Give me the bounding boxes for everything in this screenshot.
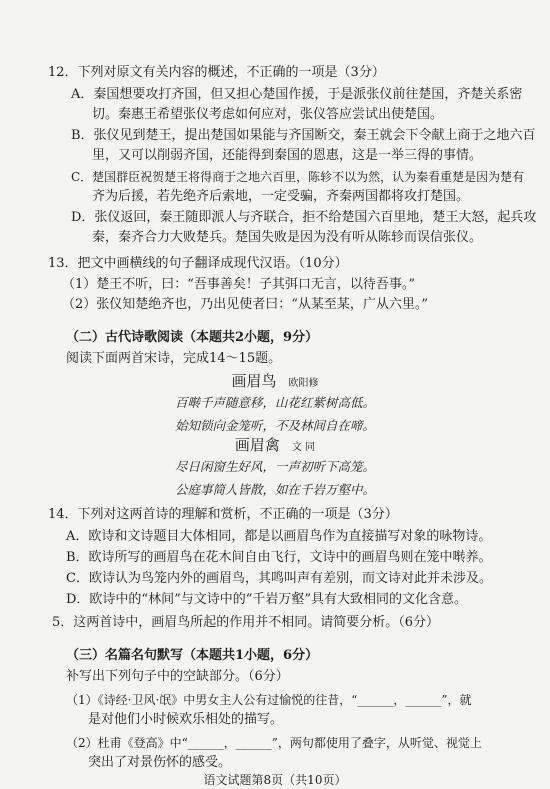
q12-option-c-line1: C．楚国群臣祝贺楚王将得商于之地六百里，陈轸不以为然，认为秦看重楚是因为楚有 bbox=[71, 170, 525, 184]
q14-option-b: B．欧诗所写的画眉鸟在花木间自由飞行，文诗中的画眉鸟则在笼中啭养。 bbox=[66, 550, 492, 565]
poem-2-line-2: 公庭事简人皆散，如在千岩万壑中。 bbox=[174, 482, 375, 497]
poem-2-title-row bbox=[0, 437, 550, 456]
section-3-intro: 补写出下列句子中的空缺部分。（6分） bbox=[66, 669, 289, 684]
q13-sentence-1: （1）楚王不听，曰：“吾事善矣！子其弭口无言，以待吾事。” bbox=[62, 277, 416, 292]
section-2-heading: （二）古代诗歌阅读（本题共2小题，9分） bbox=[66, 330, 319, 345]
poem-2-title: 画眉禽 bbox=[234, 436, 280, 454]
dictation-item-1-line2: 是对他们小时候欢乐相处的描写。 bbox=[88, 712, 284, 727]
section-2-intro: 阅读下面两首宋诗，完成14～15题。 bbox=[66, 351, 282, 366]
question-15-stem: 5．这两首诗中，画眉鸟所起的作用并不相同。请简要分析。（6分） bbox=[52, 615, 440, 630]
question-14-stem: 14．下列对这两首诗的理解和赏析，不正确的一项是（3分） bbox=[48, 507, 398, 522]
dictation-item-2-line2: 突出了对景伤怀的感受。 bbox=[88, 755, 232, 770]
q12-option-d-line2: 秦，秦齐合力大败楚兵。楚国失败是因为没有听从陈轸而误信张仪。 bbox=[92, 230, 483, 245]
poem-2-line-1: 尽日闲窗生好风，一声初听下高笼。 bbox=[174, 459, 375, 474]
q12-option-b-line1: B．张仪见到楚王，提出楚国如果能与齐国断交，秦王就会下令献上商于之地六百 bbox=[71, 128, 536, 143]
page-footer: 语文试题第8页（共10页） bbox=[203, 773, 347, 787]
poem-1-line-1: 百啭千声随意移，山花红紫树高低。 bbox=[174, 395, 375, 410]
q14-option-c: C．欧诗认为鸟笼内外的画眉鸟，其鸣叫声有差别，而文诗对此并未涉及。 bbox=[66, 571, 492, 586]
q12-option-d-line1: D．张仪返回，秦王随即派人与齐联合，拒不给楚国六百里地，楚王大怒，起兵攻 bbox=[71, 210, 537, 225]
q14-option-d: D．欧诗中的“林间”与文诗中的“千岩万壑”具有大致相同的文化含意。 bbox=[66, 592, 468, 607]
poem-1-author: 欧阳修 bbox=[288, 378, 319, 389]
question-12-stem: 12．下列对原文有关内容的概述，不正确的一项是（3分） bbox=[48, 65, 385, 80]
dictation-item-1-line1: （1）《诗经·卫风·氓》中男女主人公有过愉悦的往昔，“______，______”，就 bbox=[66, 693, 472, 707]
q12-option-a-line2: 切。秦惠王希望张仪考虑如何应对，张仪答应尝试出使楚国。 bbox=[92, 107, 444, 122]
q12-option-b-line2: 里，又可以削弱齐国，还能得到秦国的恩惠，这是一举三得的事情。 bbox=[92, 148, 483, 163]
q12-option-c-line2: 齐为后援，若先绝齐后索地，一定受骗，齐秦两国都将攻打楚国。 bbox=[92, 189, 470, 204]
q12-option-a-line1: A．秦国想要攻打齐国，但又担心楚国作援，于是派张仪前往楚国，齐楚关系密 bbox=[71, 87, 523, 102]
section-3-heading: （三）名篇名句默写（本题共1小题，6分） bbox=[66, 648, 319, 663]
poem-1-title: 画眉鸟 bbox=[231, 372, 277, 390]
poem-1-title-row bbox=[0, 373, 550, 392]
poem-1-line-2: 始知锁向金笼听，不及林间自在啼。 bbox=[174, 418, 375, 433]
q13-sentence-2: （2）张仪知楚绝齐也，乃出见使者曰：“从某至某，广从六里。” bbox=[62, 297, 429, 312]
q14-option-a: A．欧诗和文诗题目大体相同，都是以画眉鸟作为直接描写对象的咏物诗。 bbox=[66, 529, 492, 544]
question-13-stem: 13．把文中画横线的句子翻译成现代汉语。（10分） bbox=[48, 256, 348, 271]
poem-2-author: 文 同 bbox=[291, 442, 316, 453]
dictation-item-2-line1: （2）杜甫《登高》中“______，______”，两句都使用了叠字，从听觉、视觉上 bbox=[66, 736, 482, 750]
